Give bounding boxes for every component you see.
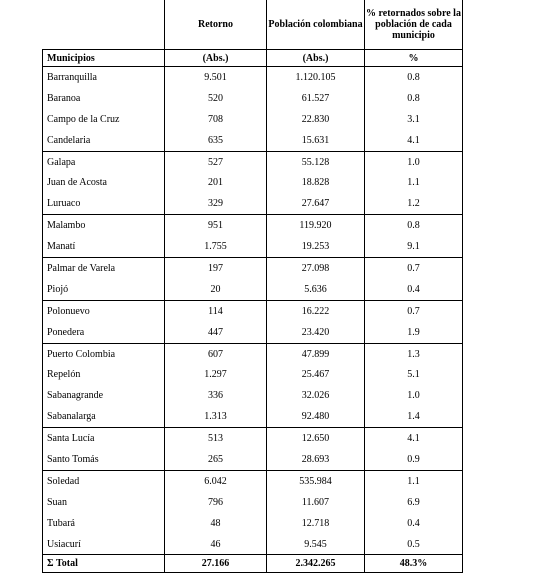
municipio-cell: Luruaco [43, 193, 165, 214]
units-municipios: Municipios [43, 50, 165, 67]
table-row [43, 428, 463, 449]
header-poblacion: Población colombiana [267, 0, 365, 50]
retorno-cell: 201 [165, 172, 267, 193]
header-retorno: Retorno [165, 0, 267, 50]
table-row [43, 300, 463, 321]
retorno-cell: 607 [165, 343, 267, 364]
retorno-cell: 796 [165, 492, 267, 513]
poblacion-cell: 27.098 [267, 258, 365, 279]
poblacion-cell: 55.128 [267, 151, 365, 172]
poblacion-cell: 19.253 [267, 236, 365, 257]
retorno-cell: 9.501 [165, 67, 267, 88]
table-row [43, 406, 463, 427]
porcentaje-cell: 0.7 [365, 300, 463, 321]
municipio-cell: Baranoa [43, 88, 165, 109]
poblacion-cell: 535.984 [267, 470, 365, 491]
porcentaje-cell: 0.4 [365, 513, 463, 534]
table-row [43, 258, 463, 279]
retorno-cell: 48 [165, 513, 267, 534]
table-row [43, 172, 463, 193]
table-row [43, 279, 463, 300]
table-row [43, 449, 463, 470]
porcentaje-cell: 0.4 [365, 279, 463, 300]
porcentaje-cell: 1.0 [365, 151, 463, 172]
table-row [43, 492, 463, 513]
units-row [43, 50, 463, 67]
poblacion-cell: 12.718 [267, 513, 365, 534]
retorno-cell: 329 [165, 193, 267, 214]
porcentaje-cell: 0.8 [365, 88, 463, 109]
poblacion-cell: 16.222 [267, 300, 365, 321]
porcentaje-cell: 5.1 [365, 364, 463, 385]
table-row [43, 215, 463, 236]
retorno-cell: 513 [165, 428, 267, 449]
municipio-cell: Polonuevo [43, 300, 165, 321]
header-porcentaje: % retornados sobre la población de cada municipio [365, 0, 463, 50]
table-row [43, 67, 463, 88]
table-row [43, 88, 463, 109]
municipio-cell: Palmar de Varela [43, 258, 165, 279]
poblacion-cell: 1.120.105 [267, 67, 365, 88]
porcentaje-cell: 1.1 [365, 172, 463, 193]
retorno-cell: 447 [165, 322, 267, 343]
retorno-cell: 635 [165, 130, 267, 151]
municipio-cell: Barranquilla [43, 67, 165, 88]
porcentaje-cell: 1.9 [365, 322, 463, 343]
total-row [43, 555, 463, 573]
total-porcentaje: 48.3% [365, 555, 463, 573]
porcentaje-cell: 1.4 [365, 406, 463, 427]
retorno-cell: 1.755 [165, 236, 267, 257]
municipio-cell: Ponedera [43, 322, 165, 343]
porcentaje-cell: 0.7 [365, 258, 463, 279]
poblacion-cell: 27.647 [267, 193, 365, 214]
retorno-cell: 1.313 [165, 406, 267, 427]
retorno-cell: 6.042 [165, 470, 267, 491]
municipio-cell: Suan [43, 492, 165, 513]
poblacion-cell: 9.545 [267, 534, 365, 555]
municipio-cell: Sabanagrande [43, 385, 165, 406]
retorno-cell: 527 [165, 151, 267, 172]
total-poblacion: 2.342.265 [267, 555, 365, 573]
poblacion-cell: 22.830 [267, 109, 365, 130]
table-row [43, 385, 463, 406]
table-row [43, 236, 463, 257]
porcentaje-cell: 6.9 [365, 492, 463, 513]
retorno-cell: 520 [165, 88, 267, 109]
table-row [43, 513, 463, 534]
municipio-cell: Piojó [43, 279, 165, 300]
poblacion-cell: 119.920 [267, 215, 365, 236]
total-label: Σ Total [43, 555, 165, 573]
porcentaje-cell: 0.8 [365, 67, 463, 88]
retorno-cell: 336 [165, 385, 267, 406]
municipio-cell: Santa Lucía [43, 428, 165, 449]
municipio-cell: Campo de la Cruz [43, 109, 165, 130]
porcentaje-cell: 3.1 [365, 109, 463, 130]
municipio-cell: Galapa [43, 151, 165, 172]
porcentaje-cell: 1.0 [365, 385, 463, 406]
retorno-cell: 708 [165, 109, 267, 130]
porcentaje-cell: 1.1 [365, 470, 463, 491]
municipio-cell: Sabanalarga [43, 406, 165, 427]
municipio-cell: Santo Tomás [43, 449, 165, 470]
poblacion-cell: 5.636 [267, 279, 365, 300]
municipio-cell: Candelaria [43, 130, 165, 151]
poblacion-cell: 47.899 [267, 343, 365, 364]
municipio-cell: Usiacurí [43, 534, 165, 555]
retorno-cell: 265 [165, 449, 267, 470]
units-retorno: (Abs.) [165, 50, 267, 67]
porcentaje-cell: 4.1 [365, 428, 463, 449]
units-poblacion: (Abs.) [267, 50, 365, 67]
header-row [43, 0, 463, 50]
poblacion-cell: 61.527 [267, 88, 365, 109]
porcentaje-cell: 4.1 [365, 130, 463, 151]
table-row [43, 343, 463, 364]
porcentaje-cell: 9.1 [365, 236, 463, 257]
poblacion-cell: 28.693 [267, 449, 365, 470]
municipio-cell: Soledad [43, 470, 165, 491]
retorno-cell: 114 [165, 300, 267, 321]
table-row [43, 470, 463, 491]
poblacion-cell: 32.026 [267, 385, 365, 406]
municipio-cell: Juan de Acosta [43, 172, 165, 193]
table-row [43, 322, 463, 343]
municipio-cell: Repelón [43, 364, 165, 385]
poblacion-cell: 15.631 [267, 130, 365, 151]
poblacion-cell: 92.480 [267, 406, 365, 427]
municipio-cell: Malambo [43, 215, 165, 236]
returns-table [42, 0, 463, 573]
poblacion-cell: 18.828 [267, 172, 365, 193]
retorno-cell: 197 [165, 258, 267, 279]
table-row [43, 364, 463, 385]
header-empty-cell [43, 0, 165, 50]
porcentaje-cell: 0.8 [365, 215, 463, 236]
municipio-cell: Manatí [43, 236, 165, 257]
poblacion-cell: 23.420 [267, 322, 365, 343]
poblacion-cell: 25.467 [267, 364, 365, 385]
table-row [43, 109, 463, 130]
retorno-cell: 20 [165, 279, 267, 300]
poblacion-cell: 11.607 [267, 492, 365, 513]
porcentaje-cell: 1.3 [365, 343, 463, 364]
table-row [43, 130, 463, 151]
retorno-cell: 951 [165, 215, 267, 236]
municipio-cell: Puerto Colombia [43, 343, 165, 364]
units-porcentaje: % [365, 50, 463, 67]
retorno-cell: 1.297 [165, 364, 267, 385]
table-row [43, 151, 463, 172]
porcentaje-cell: 1.2 [365, 193, 463, 214]
porcentaje-cell: 0.9 [365, 449, 463, 470]
poblacion-cell: 12.650 [267, 428, 365, 449]
table-row [43, 534, 463, 555]
table-row [43, 193, 463, 214]
retorno-cell: 46 [165, 534, 267, 555]
porcentaje-cell: 0.5 [365, 534, 463, 555]
total-retorno: 27.166 [165, 555, 267, 573]
municipio-cell: Tubará [43, 513, 165, 534]
